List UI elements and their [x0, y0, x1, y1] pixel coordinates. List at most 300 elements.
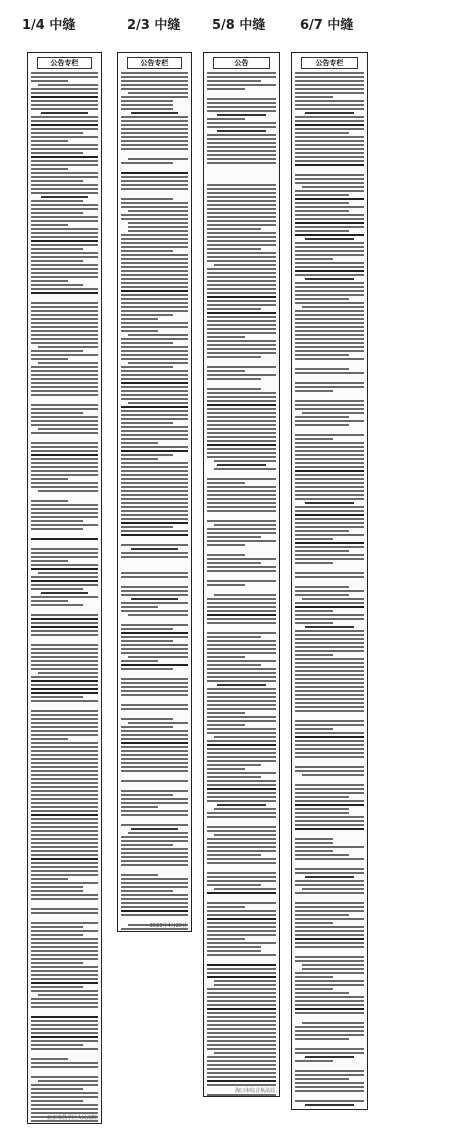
text-line — [207, 138, 276, 140]
text-line — [31, 486, 98, 488]
text-line — [207, 800, 276, 802]
text-line — [207, 732, 276, 734]
text-line — [121, 506, 188, 508]
text-line — [121, 144, 188, 146]
text-line — [31, 208, 98, 210]
text-line — [207, 934, 276, 936]
text-line — [31, 596, 98, 598]
text-line — [31, 688, 98, 690]
text-line — [207, 196, 276, 198]
text-line — [207, 664, 261, 666]
text-line — [295, 1004, 364, 1006]
text-line — [207, 880, 276, 882]
text-line — [295, 478, 364, 480]
text-line — [207, 846, 276, 848]
text-line — [207, 598, 276, 600]
text-line — [302, 888, 364, 890]
text-line — [31, 556, 98, 558]
text-line — [207, 926, 276, 928]
text-line — [207, 444, 276, 446]
text-line — [121, 628, 173, 630]
text-line — [121, 840, 188, 842]
text-line — [207, 494, 276, 496]
text-line — [31, 916, 98, 920]
text-line — [214, 736, 276, 738]
text-line — [31, 424, 98, 426]
text-line — [295, 246, 364, 248]
text-line — [295, 330, 364, 332]
text-line — [31, 946, 98, 948]
text-line — [207, 336, 245, 338]
text-line — [121, 350, 188, 352]
text-line — [121, 498, 188, 500]
text-line — [207, 224, 276, 226]
text-line — [295, 580, 364, 584]
text-line — [295, 390, 333, 392]
text-line — [207, 284, 276, 286]
text-line — [295, 914, 349, 916]
text-line — [121, 738, 188, 740]
text-line — [207, 536, 261, 538]
text-line — [31, 292, 98, 294]
text-line — [31, 398, 98, 402]
text-line — [207, 340, 276, 342]
text-line — [295, 428, 364, 432]
text-line — [121, 530, 188, 532]
text-line — [31, 1032, 98, 1034]
text-line — [207, 440, 276, 442]
text-line — [214, 524, 276, 526]
text-line — [31, 782, 98, 784]
text-line — [295, 846, 364, 848]
text-line — [207, 1008, 276, 1010]
text-line — [128, 158, 188, 160]
text-line — [207, 728, 276, 730]
text-line — [214, 460, 276, 462]
text-line — [121, 478, 188, 480]
text-line — [207, 892, 276, 894]
text-line — [31, 104, 98, 106]
text-line — [214, 1052, 276, 1054]
text-line — [295, 76, 364, 78]
text-line — [305, 278, 353, 280]
text-line — [207, 428, 276, 430]
text-line — [207, 554, 245, 556]
text-line — [128, 92, 188, 94]
text-line — [207, 570, 276, 572]
text-line — [207, 906, 245, 908]
text-line — [214, 594, 276, 596]
text-line — [207, 502, 276, 504]
text-line — [295, 542, 364, 544]
text-line — [207, 566, 276, 568]
text-line — [305, 626, 353, 628]
text-line — [121, 874, 158, 876]
text-line — [121, 262, 188, 264]
text-line — [295, 740, 364, 742]
text-line — [31, 754, 98, 756]
text-line — [31, 838, 98, 840]
text-line — [207, 830, 276, 832]
text-line — [31, 774, 98, 776]
text-line — [31, 184, 98, 186]
text-line — [207, 482, 245, 484]
text-line — [207, 752, 276, 754]
text-line — [295, 318, 364, 320]
text-line — [214, 808, 276, 810]
text-line — [121, 572, 188, 574]
text-line — [41, 112, 88, 114]
text-line — [121, 450, 188, 452]
text-line — [31, 810, 98, 812]
text-line — [207, 142, 276, 144]
text-line — [295, 880, 364, 882]
text-line — [121, 108, 173, 110]
text-line — [207, 938, 245, 940]
text-line — [31, 664, 98, 666]
text-line — [121, 672, 188, 676]
text-line — [128, 334, 188, 336]
text-line — [31, 806, 98, 808]
text-line — [121, 494, 188, 496]
text-line — [295, 946, 364, 948]
text-line — [207, 668, 276, 670]
text-line — [31, 204, 98, 206]
text-line — [305, 112, 353, 114]
text-line — [295, 1082, 364, 1084]
text-line — [121, 176, 188, 178]
text-line — [31, 416, 98, 418]
text-line — [207, 166, 276, 170]
text-line — [121, 556, 188, 558]
text-line — [295, 194, 349, 196]
text-line — [295, 226, 364, 228]
text-line — [31, 548, 98, 550]
text-line — [31, 954, 98, 956]
text-line — [207, 820, 276, 824]
text-line — [31, 766, 98, 768]
text-line — [295, 116, 364, 118]
text-line — [295, 518, 364, 520]
text-line — [31, 1006, 98, 1008]
text-line — [295, 498, 364, 500]
text-line — [207, 842, 276, 844]
text-line — [295, 892, 364, 894]
text-line — [295, 736, 364, 738]
text-line — [121, 552, 188, 554]
text-line — [295, 854, 349, 856]
text-line — [295, 778, 364, 782]
text-line — [31, 1036, 98, 1038]
text-line — [121, 664, 188, 666]
text-line — [207, 588, 276, 592]
text-line — [295, 274, 364, 276]
text-line — [295, 510, 364, 512]
text-line — [31, 668, 98, 670]
text-line — [207, 1032, 276, 1034]
text-line — [121, 518, 188, 520]
text-line — [31, 930, 98, 932]
text-line — [207, 902, 276, 904]
text-line — [31, 786, 98, 788]
text-line — [31, 614, 98, 616]
text-line — [295, 748, 364, 750]
text-line — [295, 178, 364, 180]
text-line — [31, 462, 98, 464]
text-line — [207, 236, 276, 238]
text-line — [121, 166, 188, 170]
text-line — [295, 96, 333, 98]
text-line — [38, 672, 98, 674]
text-line — [295, 202, 349, 204]
text-line — [121, 864, 188, 866]
text-line — [295, 270, 364, 272]
text-line — [295, 770, 364, 772]
text-line — [121, 238, 188, 240]
text-line — [31, 164, 98, 166]
text-line — [31, 1062, 98, 1064]
text-line — [295, 896, 364, 900]
text-line — [207, 324, 276, 326]
text-line — [121, 802, 188, 804]
text-line — [295, 156, 364, 158]
text-line — [121, 426, 188, 428]
text-line — [38, 428, 98, 430]
text-line — [207, 296, 276, 298]
text-line — [31, 224, 68, 226]
text-line — [121, 502, 188, 504]
text-line — [31, 982, 98, 984]
text-line — [207, 872, 276, 874]
text-line — [207, 748, 276, 750]
text-line — [295, 1048, 364, 1050]
text-line — [295, 602, 364, 604]
text-line — [128, 226, 188, 228]
column-title: 公告专栏 — [37, 57, 92, 69]
text-line — [121, 254, 188, 256]
text-line — [121, 794, 173, 796]
text-line — [31, 1088, 83, 1090]
text-line — [31, 302, 98, 304]
text-line — [31, 580, 98, 582]
text-line — [121, 652, 188, 654]
text-line — [31, 850, 98, 852]
text-line — [295, 174, 364, 176]
text-line — [207, 352, 276, 354]
text-line — [295, 368, 349, 370]
text-line — [31, 442, 98, 444]
text-line — [207, 232, 276, 234]
text-line — [295, 338, 364, 340]
text-line — [121, 810, 188, 812]
text-line — [31, 908, 98, 910]
text-line — [31, 576, 98, 578]
text-line — [295, 682, 364, 684]
text-line — [207, 510, 276, 512]
text-line — [295, 80, 364, 82]
text-line — [295, 140, 364, 142]
text-line — [31, 140, 68, 142]
text-line — [38, 994, 98, 996]
text-line — [295, 92, 364, 94]
text-line — [207, 712, 245, 714]
text-line — [31, 390, 98, 392]
text-line — [207, 88, 245, 90]
text-line — [121, 390, 188, 392]
text-line — [41, 592, 88, 594]
column-title: 公告专栏 — [301, 57, 358, 69]
text-line — [207, 1020, 276, 1022]
text-line — [207, 332, 276, 334]
text-line — [121, 644, 188, 646]
text-line — [31, 200, 83, 202]
column-title: 公告 — [213, 57, 270, 69]
text-line — [31, 188, 98, 190]
text-line — [31, 370, 98, 372]
text-line — [295, 634, 364, 636]
text-line — [38, 346, 98, 348]
text-line — [295, 1094, 364, 1098]
text-line — [302, 412, 364, 414]
text-line — [121, 270, 188, 272]
text-line — [295, 132, 349, 134]
text-line — [207, 910, 276, 912]
text-line — [207, 1072, 276, 1074]
text-line — [295, 470, 364, 472]
text-line — [207, 98, 276, 100]
text-line — [207, 84, 276, 86]
text-line — [207, 562, 261, 564]
text-line — [31, 1040, 98, 1042]
text-line — [207, 344, 276, 346]
text-line — [121, 282, 188, 284]
text-line — [207, 204, 276, 206]
text-line — [295, 442, 364, 444]
newspaper-column-1 — [27, 52, 102, 1124]
text-line — [295, 1074, 364, 1076]
text-line — [31, 168, 68, 170]
column-body — [121, 72, 188, 932]
text-line — [207, 122, 276, 124]
text-line — [295, 972, 364, 974]
text-line — [207, 896, 276, 900]
text-line — [207, 1012, 276, 1014]
text-line — [121, 306, 188, 308]
text-line — [207, 1024, 276, 1026]
text-line — [121, 442, 158, 444]
text-line — [31, 890, 83, 892]
text-line — [295, 538, 333, 540]
text-line — [31, 124, 98, 126]
text-line — [207, 72, 276, 74]
text-line — [131, 112, 178, 114]
text-line — [121, 686, 188, 688]
text-line — [121, 120, 188, 122]
text-line — [207, 724, 245, 726]
text-line — [295, 108, 364, 110]
text-line — [31, 862, 98, 864]
text-line — [121, 434, 188, 436]
text-line — [207, 400, 276, 402]
text-line — [207, 764, 261, 766]
text-line — [207, 146, 276, 148]
text-line — [207, 946, 261, 948]
text-line — [31, 1070, 98, 1074]
text-line — [121, 214, 188, 216]
text-line — [31, 216, 98, 218]
text-line — [121, 298, 188, 300]
text-line — [207, 248, 261, 250]
text-line — [207, 964, 276, 966]
text-line — [295, 168, 364, 172]
text-line — [31, 902, 98, 906]
text-line — [121, 414, 188, 416]
text-line — [31, 404, 98, 406]
text-line — [295, 466, 364, 468]
text-line — [121, 640, 173, 642]
text-line — [31, 858, 98, 860]
text-line — [295, 1008, 364, 1010]
text-line — [31, 814, 98, 816]
text-line — [121, 140, 188, 142]
text-line — [131, 828, 178, 830]
text-line — [121, 894, 188, 896]
text-line — [207, 942, 276, 944]
text-line — [295, 1026, 364, 1028]
text-line — [295, 686, 364, 688]
text-line — [295, 136, 364, 138]
text-line — [121, 730, 188, 732]
text-line — [207, 252, 276, 254]
text-line — [207, 424, 276, 426]
text-line — [31, 108, 98, 110]
text-line — [128, 614, 188, 616]
text-line — [128, 230, 188, 232]
text-line — [305, 238, 353, 240]
text-line — [295, 996, 364, 998]
text-line — [121, 72, 188, 74]
text-line — [207, 648, 276, 650]
text-line — [31, 842, 98, 844]
text-line — [207, 126, 276, 128]
text-line — [31, 826, 98, 828]
text-line — [207, 268, 276, 270]
text-line — [31, 1024, 98, 1026]
text-line — [31, 284, 83, 286]
text-line — [295, 792, 364, 794]
text-line — [295, 744, 364, 746]
text-line — [31, 676, 98, 678]
text-line — [207, 744, 276, 746]
text-line — [295, 956, 364, 958]
text-line — [31, 260, 83, 262]
text-line — [121, 818, 188, 822]
text-line — [295, 1108, 364, 1110]
text-line — [121, 96, 188, 98]
text-line — [121, 580, 188, 584]
text-line — [295, 326, 364, 328]
text-line — [207, 812, 276, 814]
text-line — [295, 1034, 364, 1036]
text-line — [207, 506, 276, 508]
text-line — [121, 762, 188, 764]
text-line — [31, 310, 98, 312]
text-line — [207, 968, 276, 970]
text-line — [207, 816, 276, 818]
text-line — [31, 156, 98, 158]
text-line — [295, 706, 364, 708]
text-line — [121, 454, 173, 456]
